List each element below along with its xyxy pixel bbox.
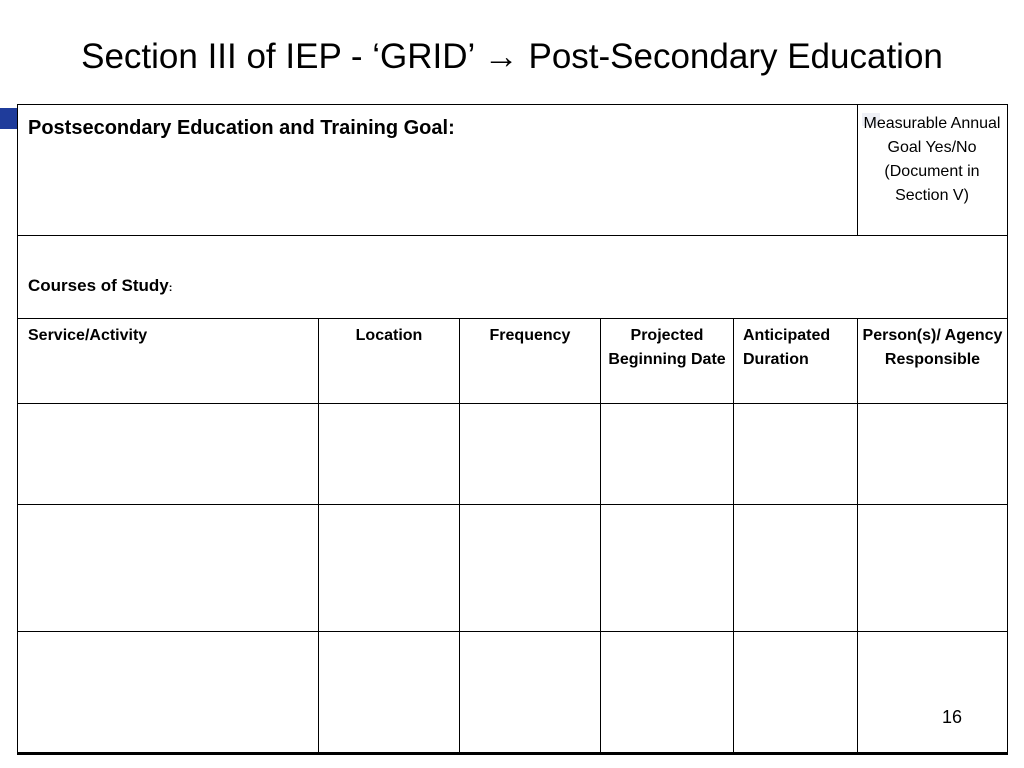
page-number: 16 (941, 707, 963, 727)
table-cell-row2-duration[interactable] (733, 504, 858, 632)
table-cell-row3-service-activity[interactable] (17, 631, 319, 754)
left-accent-bar (0, 108, 17, 129)
header-anticipated-duration: Anticipated Duration (743, 327, 831, 368)
table-cell-row1-location[interactable] (318, 403, 460, 505)
table-cell-row2-responsible[interactable] (857, 504, 1008, 632)
table-cell-row2-beginning-date[interactable] (600, 504, 734, 632)
table-cell-row1-responsible[interactable] (857, 403, 1008, 505)
measurable-goal-note: Measurable Annual Goal Yes/No (Document in Section V) (863, 115, 1001, 204)
table-cell-row2-service-activity[interactable] (17, 504, 319, 632)
courses-of-study-label (28, 274, 172, 300)
table-bottom-border (17, 752, 1008, 755)
table-cell-row1-beginning-date[interactable] (600, 403, 734, 505)
header-service-activity: Service/Activity (28, 327, 148, 344)
courses-of-study-text: Courses of Study (28, 276, 169, 295)
slide-title: Section III of IEP - ‘GRID’ → Post-Secondary Education (81, 37, 943, 76)
table-cell-row2-location[interactable] (318, 504, 460, 632)
table-cell-row2-frequency[interactable] (459, 504, 601, 632)
table-cell-row3-location[interactable] (318, 631, 460, 754)
table-cell-row1-duration[interactable] (733, 403, 858, 505)
table-cell-row3-responsible[interactable] (857, 631, 1008, 754)
header-frequency: Frequency (489, 327, 571, 344)
table-cell-row3-frequency[interactable] (459, 631, 601, 754)
header-projected-beginning-date: Projected Beginning Date (608, 327, 726, 368)
table-cell-row3-duration[interactable] (733, 631, 858, 754)
header-location: Location (355, 327, 423, 344)
courses-of-study-colon: : (168, 282, 173, 294)
header-person-agency-responsible: Person(s)/ Agency Responsible (862, 327, 1003, 368)
table-cell-row3-beginning-date[interactable] (600, 631, 734, 754)
goal-label: Postsecondary Education and Training Goal: (28, 117, 455, 139)
table-cell-row1-frequency[interactable] (459, 403, 601, 505)
table-cell-row1-service-activity[interactable] (17, 403, 319, 505)
